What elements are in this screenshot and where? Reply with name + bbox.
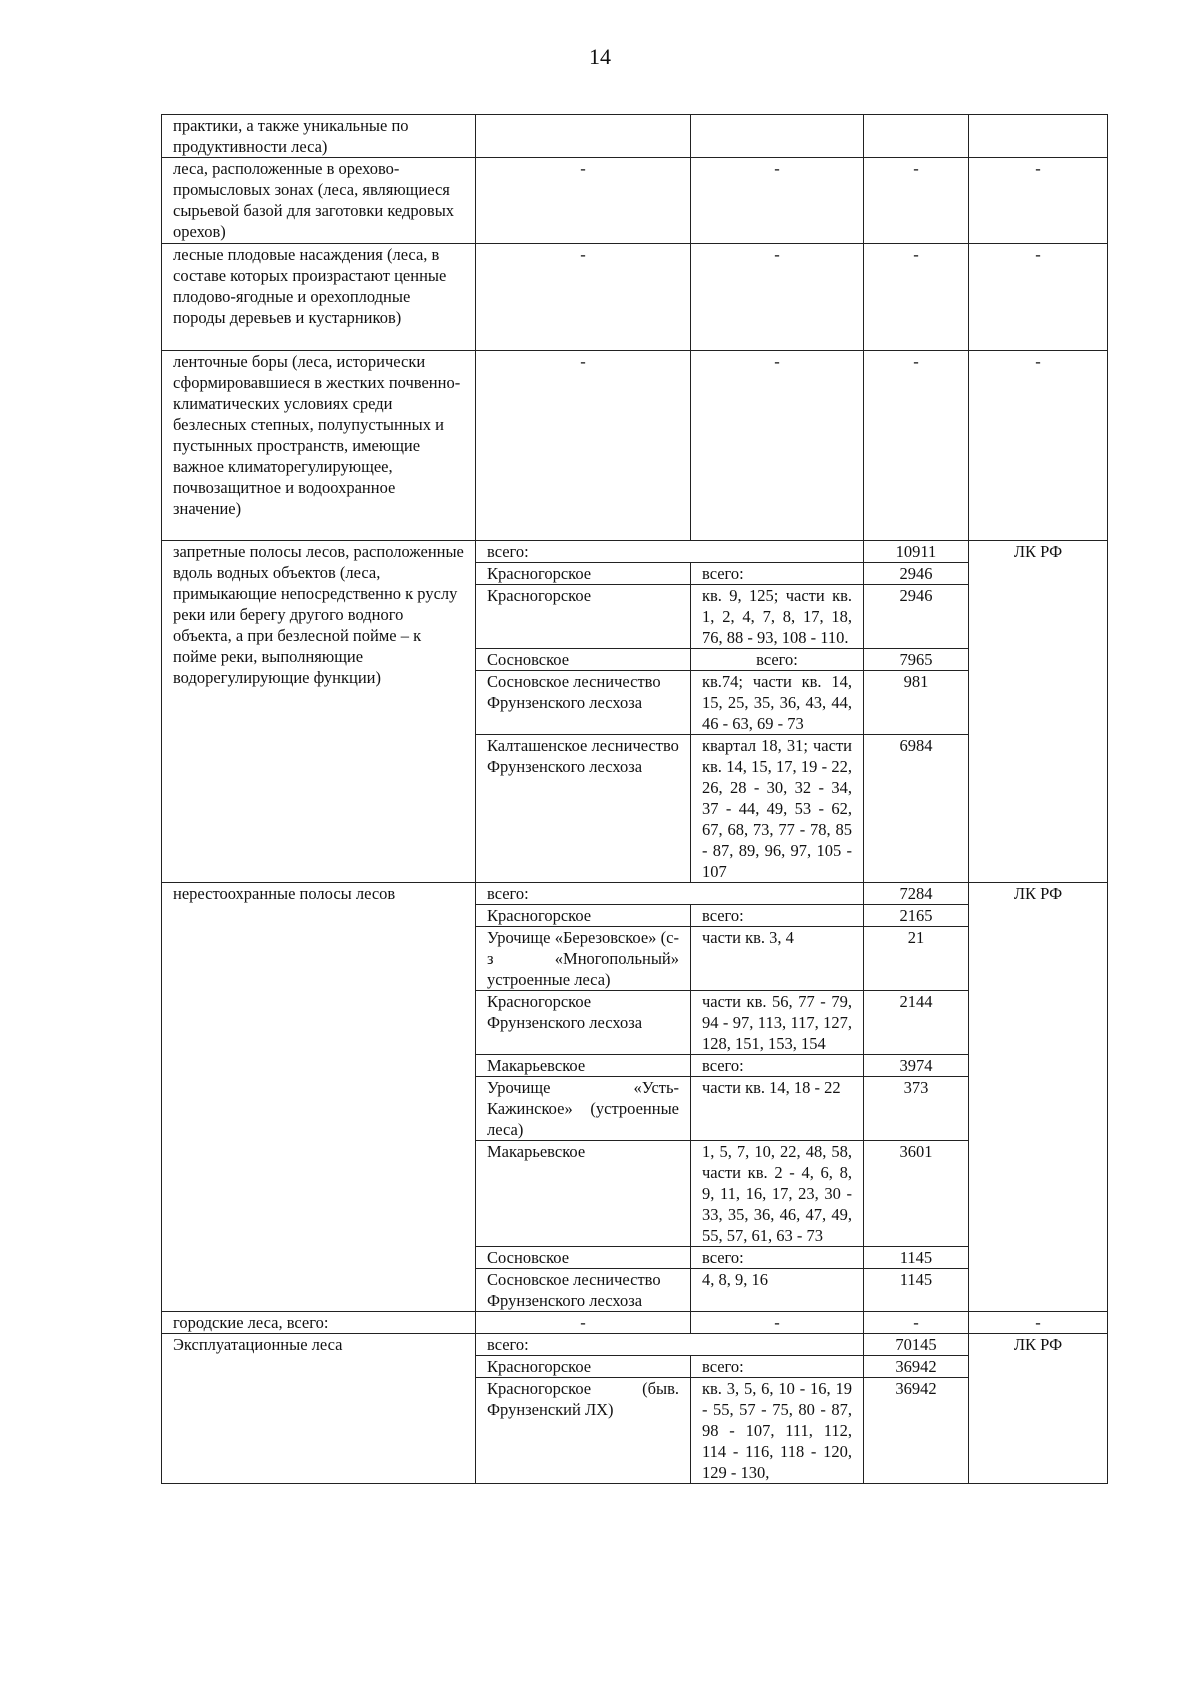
dash-cell: - [691,158,864,244]
forestry-name: Калташенское лесничество Фрунзенского лесхоза [476,735,691,883]
dash-cell: - [476,244,691,351]
area-value: 2946 [864,585,969,649]
empty-cell [476,115,691,158]
total-label: всего: [476,541,864,563]
dash-cell: - [691,1312,864,1334]
table-row [162,1312,1108,1334]
forestry-name: Макарьевское [476,1055,691,1077]
category-cell: лесные плодовые насаждения (леса, в составе которых произрастают ценные плодово-ягодные и орехоплодные породы деревьев и кустарников) [162,244,476,351]
forestry-name: Красногорское Фрунзенского лесхоза [476,991,691,1055]
total-value: 70145 [864,1334,969,1356]
quarters-list: 4, 8, 9, 16 [691,1269,864,1312]
subtotal-label: всего: [691,905,864,927]
forestry-name: Макарьевское [476,1141,691,1247]
table-row [162,244,1108,351]
dash-cell: - [864,351,969,541]
quarters-list: части кв. 56, 77 - 79, 94 - 97, 113, 117, 127, 128, 151, 153, 154 [691,991,864,1055]
category-cell: запретные полосы лесов, расположенные вдоль водных объектов (леса, примыкающие непосредственно к руслу реки или берегу другого водного объекта, а при безлесной пойме – к пойме реки, выполняющие водорегулирующие функции) [162,541,476,883]
forestry-name: Сосновское лесничество Фрунзенского лесхоза [476,1269,691,1312]
subtotal-value: 36942 [864,1356,969,1378]
empty-cell [691,115,864,158]
quarters-list: кв. 9, 125; части кв. 1, 2, 4, 7, 8, 17, 18, 76, 88 - 93, 108 - 110. [691,585,864,649]
table-row [162,541,1108,563]
subtotal-value: 1145 [864,1247,969,1269]
quarters-list: кв. 3, 5, 6, 10 - 16, 19 - 55, 57 - 75, 80 - 87, 98 - 107, 111, 112, 114 - 116, 118 - 120, 129 - 130, [691,1378,864,1484]
forestry-name: Красногорское [476,585,691,649]
legal-basis: ЛК РФ [969,1334,1108,1484]
page-number: 14 [589,44,611,69]
forest-table [161,114,1108,1484]
table-row [162,1334,1108,1356]
quarters-list: кв.74; части кв. 14, 15, 25, 35, 36, 43, 44, 46 - 63, 69 - 73 [691,671,864,735]
dash-cell: - [969,1312,1108,1334]
forestry-name: Урочище «Усть-Кажинское» (устроенные леса) [476,1077,691,1141]
category-cell: городские леса, всего: [162,1312,476,1334]
category-cell: ленточные боры (леса, исторически сформировавшиеся в жестких почвенно-климатических условиях среди безлесных степных, полупустынных и пустынных пространств, имеющие важное климаторегулирующее, почвозащитное и водоохранное значение) [162,351,476,541]
total-value: 7284 [864,883,969,905]
subtotal-label: всего: [691,1055,864,1077]
dash-cell: - [969,351,1108,541]
table-row [162,115,1108,158]
forestry-name: Красногорское [476,905,691,927]
forestry-name: Красногорское [476,1356,691,1378]
empty-cell [969,115,1108,158]
legal-basis: ЛК РФ [969,541,1108,883]
subtotal-label: всего: [691,1247,864,1269]
area-value: 373 [864,1077,969,1141]
dash-cell: - [476,158,691,244]
legal-basis: ЛК РФ [969,883,1108,1312]
subtotal-value: 3974 [864,1055,969,1077]
subtotal-label: всего: [691,1356,864,1378]
subtotal-value: 7965 [864,649,969,671]
quarters-list: 1, 5, 7, 10, 22, 48, 58, части кв. 2 - 4, 6, 8, 9, 11, 16, 17, 23, 30 - 33, 35, 36, 46, 47, 49, 55, 57, 61, 63 - 73 [691,1141,864,1247]
forestry-name: Красногорское [476,563,691,585]
dash-cell: - [691,244,864,351]
table-row [162,158,1108,244]
subtotal-label: всего: [691,649,864,671]
forestry-name: Сосновское лесничество Фрунзенского лесхоза [476,671,691,735]
total-label: всего: [476,883,864,905]
total-label: всего: [476,1334,864,1356]
category-cell: нерестоохранные полосы лесов [162,883,476,1312]
forestry-name: Сосновское [476,649,691,671]
area-value: 3601 [864,1141,969,1247]
subtotal-value: 2165 [864,905,969,927]
dash-cell: - [969,158,1108,244]
subtotal-value: 2946 [864,563,969,585]
dash-cell: - [864,1312,969,1334]
category-cell: леса, расположенные в орехово-промысловых зонах (леса, являющиеся сырьевой базой для заготовки кедровых орехов) [162,158,476,244]
empty-cell [864,115,969,158]
dash-cell: - [476,351,691,541]
area-value: 981 [864,671,969,735]
area-value: 21 [864,927,969,991]
dash-cell: - [864,158,969,244]
area-value: 6984 [864,735,969,883]
category-cell: практики, а также уникальные по продуктивности леса) [162,115,476,158]
dash-cell: - [476,1312,691,1334]
quarters-list: части кв. 14, 18 - 22 [691,1077,864,1141]
forestry-name: Урочище «Березовское» (с-з «Многопольный» устроенные леса) [476,927,691,991]
dash-cell: - [691,351,864,541]
area-value: 36942 [864,1378,969,1484]
quarters-list: квартал 18, 31; части кв. 14, 15, 17, 19 - 22, 26, 28 - 30, 32 - 34, 37 - 44, 49, 53 - 62, 67, 68, 73, 77 - 78, 85 - 87, 89, 96, 97, 105 - 107 [691,735,864,883]
quarters-list: части кв. 3, 4 [691,927,864,991]
area-value: 2144 [864,991,969,1055]
dash-cell: - [969,244,1108,351]
subtotal-label: всего: [691,563,864,585]
table-row [162,351,1108,541]
forestry-name: Красногорское (быв. Фрунзенский ЛХ) [476,1378,691,1484]
table-row [162,883,1108,905]
total-value: 10911 [864,541,969,563]
area-value: 1145 [864,1269,969,1312]
dash-cell: - [864,244,969,351]
forestry-name: Сосновское [476,1247,691,1269]
category-cell: Эксплуатационные леса [162,1334,476,1484]
